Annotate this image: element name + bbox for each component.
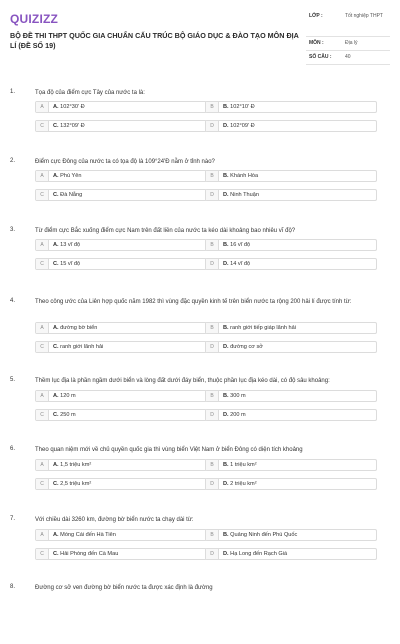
option-label: Khánh Hòa (230, 173, 259, 179)
question-item (10, 227, 390, 287)
option-label: 102°30' Đ (60, 104, 85, 110)
question-item (10, 446, 390, 506)
answer-option-c[interactable] (35, 120, 207, 132)
meta-value: Địa lý (345, 40, 358, 46)
option-text (53, 549, 118, 559)
option-text (223, 171, 258, 181)
answer-option-d[interactable] (205, 189, 377, 201)
option-letter-badge: B (206, 460, 219, 470)
option-letter-badge: D (206, 410, 219, 420)
option-text (53, 479, 91, 489)
question-text: Với chiều dài 3260 km, đường bờ biển nước ta chạy dài từ: (35, 517, 194, 523)
option-prefix: A. (53, 462, 59, 468)
option-label: Hải Phòng đến Cà Mau (60, 551, 119, 557)
option-label: 14 vĩ độ (230, 261, 251, 267)
question-number: 6. (10, 446, 16, 452)
answer-option-a[interactable] (35, 390, 207, 402)
option-letter-badge: C (36, 190, 49, 200)
meta-row-subject (306, 37, 390, 51)
question-number: 3. (10, 227, 16, 233)
answer-option-a[interactable] (35, 322, 207, 334)
meta-label: SỐ CÂU : (309, 54, 332, 60)
question-item (10, 158, 390, 218)
option-letter-badge: B (206, 391, 219, 401)
option-label: ranh giới lãnh hải (60, 344, 104, 350)
option-text (223, 102, 255, 112)
answer-option-c[interactable] (35, 478, 207, 490)
answer-option-b[interactable] (205, 390, 377, 402)
answer-option-a[interactable] (35, 101, 207, 113)
option-label: 2 triệu km² (230, 481, 257, 487)
option-letter-badge: A (36, 391, 49, 401)
option-text (223, 479, 257, 489)
option-label: 1,5 triệu km² (60, 462, 92, 468)
answer-option-b[interactable] (205, 101, 377, 113)
option-label: 200 m (230, 412, 246, 418)
option-prefix: D. (223, 344, 229, 350)
option-prefix: B. (223, 393, 229, 399)
option-text (53, 460, 91, 470)
answer-option-d[interactable] (205, 120, 377, 132)
option-prefix: D. (223, 123, 229, 129)
option-prefix: B. (223, 242, 229, 248)
answer-option-a[interactable] (35, 459, 207, 471)
option-letter-badge: C (36, 549, 49, 559)
option-label: Phú Yên (60, 173, 82, 179)
answer-option-d[interactable] (205, 478, 377, 490)
option-label: 120 m (60, 393, 76, 399)
option-text (223, 259, 250, 269)
meta-row-grade (306, 10, 390, 37)
option-text (223, 240, 250, 250)
option-letter-badge: D (206, 121, 219, 131)
option-letter-badge: C (36, 342, 49, 352)
answer-option-c[interactable] (35, 409, 207, 421)
option-label: Hạ Long đến Rạch Giá (230, 551, 288, 557)
meta-label: MÔN : (309, 40, 324, 46)
option-prefix: C. (53, 481, 59, 487)
answer-option-d[interactable] (205, 258, 377, 270)
answer-option-b[interactable] (205, 170, 377, 182)
option-letter-badge: A (36, 171, 49, 181)
option-letter-badge: C (36, 410, 49, 420)
option-letter-badge: A (36, 102, 49, 112)
answer-option-d[interactable] (205, 341, 377, 353)
option-label: 13 vĩ độ (60, 242, 81, 248)
option-letter-badge: D (206, 479, 219, 489)
option-letter-badge: A (36, 323, 49, 333)
option-prefix: B. (223, 532, 229, 538)
answer-option-a[interactable] (35, 529, 207, 541)
option-prefix: D. (223, 192, 229, 198)
option-letter-badge: B (206, 171, 219, 181)
option-prefix: D. (223, 481, 229, 487)
answer-option-a[interactable] (35, 239, 207, 251)
meta-value: 40 (345, 54, 351, 60)
question-number: 4. (10, 298, 16, 304)
question-number: 1. (10, 89, 16, 95)
question-text: Theo quan niệm mới về chủ quyền quốc gia thì vùng biển Việt Nam ở biển Đông có diện tích khoảng (35, 447, 303, 453)
question-item (10, 377, 390, 437)
option-label: 132°09' Đ (60, 123, 85, 129)
option-letter-badge: B (206, 240, 219, 250)
answer-option-b[interactable] (205, 529, 377, 541)
question-number: 8. (10, 584, 16, 590)
option-text (223, 549, 287, 559)
option-text (223, 121, 255, 131)
meta-value: Tốt nghiệp THPT (345, 13, 383, 19)
option-text (53, 323, 97, 333)
question-number: 5. (10, 377, 16, 383)
option-prefix: C. (53, 261, 59, 267)
option-label: Đà Nẵng (60, 192, 83, 198)
question-item (10, 516, 390, 576)
option-text (223, 391, 246, 401)
option-prefix: A. (53, 173, 59, 179)
option-text (53, 342, 103, 352)
option-letter-badge: D (206, 259, 219, 269)
option-label: đường bờ biển (60, 325, 98, 331)
answer-option-c[interactable] (35, 189, 207, 201)
meta-label: LỚP : (309, 13, 323, 19)
answer-option-c[interactable] (35, 341, 207, 353)
answer-option-a[interactable] (35, 170, 207, 182)
option-prefix: A. (53, 532, 59, 538)
option-letter-badge: B (206, 530, 219, 540)
option-prefix: B. (223, 325, 229, 331)
option-prefix: A. (53, 104, 59, 110)
option-prefix: C. (53, 123, 59, 129)
option-text (53, 530, 116, 540)
option-letter-badge: D (206, 342, 219, 352)
option-label: Ninh Thuận (230, 192, 259, 198)
option-text (53, 410, 76, 420)
question-text: Điểm cực Đông của nước ta có tọa độ là 109°24'Đ nằm ở tỉnh nào? (35, 159, 215, 165)
option-text (53, 121, 85, 131)
option-label: 1 triệu km² (230, 462, 257, 468)
option-prefix: D. (223, 261, 229, 267)
option-label: 300 m (230, 393, 246, 399)
option-label: 102°10' Đ (230, 104, 255, 110)
option-letter-badge: C (36, 479, 49, 489)
option-prefix: B. (223, 173, 229, 179)
option-label: 16 vĩ độ (230, 242, 251, 248)
option-letter-badge: B (206, 323, 219, 333)
question-text: Tọa độ của điểm cực Tây của nước ta là: (35, 90, 145, 96)
option-text (223, 410, 246, 420)
option-prefix: B. (223, 104, 229, 110)
option-label: 2,5 triệu km² (60, 481, 92, 487)
option-prefix: C. (53, 551, 59, 557)
option-prefix: A. (53, 325, 59, 331)
meta-row-count (306, 51, 390, 65)
answer-option-d[interactable] (205, 409, 377, 421)
question-number: 2. (10, 158, 16, 164)
document-title: BỘ ĐỀ THI THPT QUỐC GIA CHUẨN CẤU TRÚC BỘ GIÁO DỤC & ĐÀO TẠO MÔN ĐỊA LÍ (ĐỀ SỐ 19) (10, 31, 299, 50)
option-prefix: A. (53, 242, 59, 248)
option-letter-badge: D (206, 549, 219, 559)
option-letter-badge: D (206, 190, 219, 200)
option-label: 250 m (60, 412, 76, 418)
answer-option-c[interactable] (35, 258, 207, 270)
option-text (53, 190, 82, 200)
option-text (53, 259, 80, 269)
option-label: ranh giới tiếp giáp lãnh hải (230, 325, 297, 331)
option-letter-badge: A (36, 460, 49, 470)
option-label: 102°09' Đ (230, 123, 255, 129)
answer-option-b[interactable] (205, 459, 377, 471)
option-text (53, 171, 82, 181)
option-prefix: C. (53, 344, 59, 350)
option-prefix: D. (223, 551, 229, 557)
meta-table (306, 10, 390, 65)
option-letter-badge: A (36, 530, 49, 540)
option-text (53, 240, 80, 250)
option-text (223, 530, 297, 540)
answer-option-d[interactable] (205, 548, 377, 560)
answer-option-c[interactable] (35, 548, 207, 560)
option-text (223, 342, 263, 352)
option-text (223, 460, 257, 470)
option-label: Quảng Ninh đến Phú Quốc (230, 532, 298, 538)
option-letter-badge: C (36, 259, 49, 269)
option-prefix: D. (223, 412, 229, 418)
option-label: đường cơ sở (230, 344, 263, 350)
question-text: Đường cơ sở ven đường bờ biển nước ta được xác định là đường (35, 585, 213, 591)
question-text: Theo công ước của Liên hợp quốc năm 1982 thì vùng đặc quyền kinh tế trên biển nước ta rộng 200 hải lí được tính từ: (35, 299, 352, 305)
quizizz-logo: QUIZIZZ (10, 12, 59, 26)
question-item (10, 584, 390, 644)
question-number: 7. (10, 516, 16, 522)
option-prefix: B. (223, 462, 229, 468)
question-text: Thềm lục địa là phần ngầm dưới biển và lòng đất dưới đáy biển, thuộc phần lục địa kéo dài, có độ sâu khoảng: (35, 378, 330, 384)
option-letter-badge: C (36, 121, 49, 131)
question-item (10, 89, 390, 149)
option-label: Móng Cái đến Hà Tiên (60, 532, 116, 538)
option-text (53, 102, 85, 112)
option-label: 15 vĩ độ (60, 261, 81, 267)
option-text (53, 391, 76, 401)
question-item (10, 298, 390, 358)
question-text: Từ điểm cực Bắc xuống điểm cực Nam trên đất liền của nước ta kéo dài khoảng bao nhiêu vĩ độ? (35, 228, 296, 234)
option-prefix: C. (53, 412, 59, 418)
option-text (223, 190, 259, 200)
option-text (223, 323, 296, 333)
answer-option-b[interactable] (205, 322, 377, 334)
option-letter-badge: A (36, 240, 49, 250)
option-letter-badge: B (206, 102, 219, 112)
option-prefix: C. (53, 192, 59, 198)
answer-option-b[interactable] (205, 239, 377, 251)
option-prefix: A. (53, 393, 59, 399)
worksheet-header (0, 0, 400, 74)
